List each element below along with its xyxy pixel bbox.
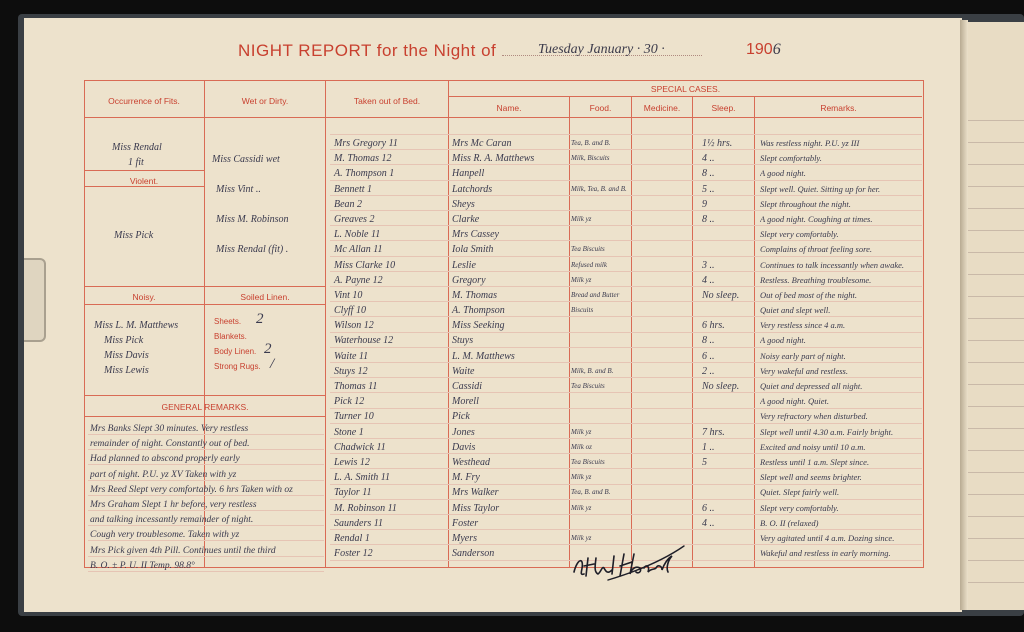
- remark-entry: Very restless since 4 a.m.: [760, 320, 846, 331]
- general-remark-line: B. O. ± P. U. II Temp. 98.8°: [90, 560, 195, 571]
- taken-out-entry: Vint 10: [334, 289, 363, 301]
- next-page-line: [968, 582, 1024, 583]
- taken-out-entry: A. Thompson 1: [334, 168, 395, 180]
- special-case-name: Cassidi: [452, 381, 483, 392]
- remark-entry: Slept well. Quiet. Sitting up for her.: [760, 183, 881, 194]
- violent-rule-top: [84, 170, 204, 171]
- sleep-entry: No sleep.: [702, 289, 740, 301]
- header-bed: Taken out of Bed.: [353, 96, 421, 106]
- food-entry: [571, 394, 631, 409]
- remarks-list: [760, 136, 922, 561]
- next-page-line: [968, 384, 1024, 385]
- next-page-line: [968, 164, 1024, 165]
- sleep-entry: 8 ..: [702, 213, 715, 225]
- special-case-name: Miss R. A. Matthews: [452, 153, 535, 165]
- section-violent: Violent.: [129, 176, 159, 186]
- next-page-line: [968, 186, 1024, 187]
- special-case-name: A. Thompson: [452, 305, 505, 317]
- general-rule-bottom: [84, 416, 326, 417]
- special-case-name: L. M. Matthews: [452, 350, 515, 362]
- remark-entry: Noisy early part of night.: [760, 350, 846, 361]
- food-entry: Milk yz: [571, 503, 592, 512]
- remark-entry: Wakeful and restless in early morning.: [760, 548, 891, 559]
- header-medicine: Medicine.: [643, 103, 681, 113]
- food-entry: Milk yz: [571, 275, 592, 284]
- general-remark-line: Mrs Banks Slept 30 minutes. Very restless: [90, 424, 249, 434]
- section-soiled: Soiled Linen.: [240, 292, 290, 302]
- next-page-line: [968, 494, 1024, 495]
- strong-rugs-label: Strong Rugs.: [214, 362, 261, 371]
- taken-out-list: [334, 136, 446, 561]
- noisy-entries: Miss L. M. Matthews Miss Pick Miss Davis Miss Lewis: [94, 320, 179, 376]
- header-remarks: Remarks.: [820, 103, 857, 113]
- remark-entry: A good night.: [760, 335, 806, 346]
- special-case-name: Leslie: [452, 259, 476, 271]
- remark-entry: A good night. Quiet.: [760, 396, 830, 407]
- next-page-line: [968, 428, 1024, 429]
- header-name: Name.: [496, 103, 522, 113]
- blankets-label: Blankets.: [214, 332, 247, 341]
- remark-entry: Restless. Breathing troublesome.: [760, 274, 872, 285]
- taken-out-entry: A. Payne 12: [334, 274, 383, 286]
- header-bottom-rule: [84, 117, 922, 118]
- taken-out-entry: Lewis 12: [334, 456, 370, 468]
- sheets-label: Sheets.: [214, 317, 242, 326]
- taken-out-entry: L. Noble 11: [334, 229, 381, 241]
- food-entry: [571, 409, 631, 424]
- remark-entry: Very refractory when disturbed.: [760, 411, 868, 422]
- taken-out-entry: Mrs Gregory 11: [334, 138, 398, 149]
- taken-out-entry: Greaves 2: [334, 213, 375, 225]
- special-case-name: Morell: [452, 396, 479, 408]
- food-entry: Milk yz: [571, 214, 592, 223]
- taken-out-entry: Wilson 12: [334, 320, 374, 332]
- special-case-name: M. Thomas: [452, 289, 498, 301]
- next-page-line: [968, 340, 1024, 341]
- remark-entry: Slept very comfortably.: [760, 502, 839, 513]
- taken-out-entry: Stuys 12: [334, 365, 368, 377]
- remark-entry: B. O. II (relaxed): [760, 517, 819, 528]
- remark-entry: Excited and noisy until 10 a.m.: [760, 441, 866, 452]
- taken-out-entry: Taylor 11: [334, 487, 372, 499]
- general-remarks: [90, 422, 330, 574]
- sleep-entry: [702, 227, 754, 242]
- sleep-entry: 9: [702, 198, 707, 210]
- wet-entries: Miss Cassidi wet Miss Vint .. Miss M. Robinson Miss Rendal (fit) .: [212, 154, 289, 255]
- taken-out-entry: Miss Clarke 10: [334, 259, 396, 271]
- remark-entry: Quiet and depressed all night.: [760, 381, 863, 391]
- body-linen-value: 2: [264, 341, 272, 357]
- remark-entry: Slept throughout the night.: [760, 198, 851, 209]
- food-entry: [571, 318, 631, 333]
- sleep-entry: 5: [702, 456, 707, 468]
- taken-out-entry: Clyff 10: [334, 305, 366, 317]
- food-entry: Bread and Butter: [571, 290, 620, 299]
- taken-out-entry: Mc Allan 11: [334, 244, 383, 256]
- food-entry: Milk, Tea, B. and B.: [571, 184, 627, 193]
- remark-entry: Restless until 1 a.m. Slept since.: [760, 456, 870, 467]
- food-entry: Milk, B. and B.: [571, 366, 614, 375]
- fits-entry: Miss Rendal 1 fit: [112, 142, 162, 168]
- food-entry: Milk yz: [571, 427, 592, 436]
- special-case-name: Miss Taylor: [452, 502, 500, 514]
- taken-out-entry: Turner 10: [334, 411, 374, 423]
- special-case-name: Miss Seeking: [452, 320, 505, 332]
- sleep-entry: [702, 303, 754, 318]
- taken-out-entry: Bennett 1: [334, 183, 373, 195]
- header-special: SPECIAL CASES.: [650, 84, 721, 94]
- report-title: NIGHT REPORT for the Night of: [238, 41, 702, 61]
- sheets-value: 2: [256, 311, 264, 327]
- header-fits: Occurrence of Fits.: [108, 96, 180, 106]
- sleep-entry: [702, 242, 754, 257]
- remark-entry: Was restless night. P.U. yz III: [760, 138, 860, 148]
- sleep-entry: [702, 531, 754, 546]
- sleep-entry: 4 ..: [702, 274, 715, 286]
- special-case-name: Latchords: [452, 183, 493, 195]
- sleep-entry: [702, 409, 754, 424]
- food-entry: Milk yz: [571, 473, 592, 482]
- food-entry: Biscuits: [571, 306, 594, 315]
- remark-entry: Slept well and seems brighter.: [760, 472, 862, 483]
- sleep-entry: 5 ..: [702, 183, 715, 195]
- remark-entry: Quiet and slept well.: [760, 305, 831, 316]
- food-entry: [571, 333, 631, 348]
- taken-out-entry: Waite 11: [334, 350, 369, 362]
- general-remark-line: remainder of night. Constantly out of bed.: [90, 439, 250, 450]
- sleep-entry: 1½ hrs.: [702, 138, 733, 149]
- taken-out-entry: Thomas 11: [334, 381, 378, 392]
- food-entry: Tea Biscuits: [571, 457, 605, 466]
- special-case-name: Westhead: [452, 456, 490, 468]
- general-rule-top: [84, 395, 326, 396]
- general-remark-line: Cough very troublesome. Taken with yz: [90, 530, 240, 541]
- remark-entry: A good night. Coughing at times.: [760, 213, 873, 224]
- special-case-name: Mrs Mc Caran: [452, 138, 512, 149]
- sleep-entry: [702, 485, 754, 500]
- noisy-rule-bottom: [84, 304, 326, 305]
- next-page-line: [968, 560, 1024, 561]
- taken-out-entry: M. Robinson 11: [334, 502, 397, 514]
- taken-out-entry: L. A. Smith 11: [334, 472, 391, 484]
- food-entry: Tea, B. and B.: [571, 139, 611, 147]
- column-divider-bed-special: [448, 80, 449, 567]
- special-case-name: Iola Smith: [452, 244, 494, 256]
- next-page-line: [968, 252, 1024, 253]
- noisy-rule-top: [84, 286, 326, 287]
- special-case-name: Stuys: [452, 335, 474, 347]
- food-entry: Tea Biscuits: [571, 382, 605, 390]
- special-case-name: Jones: [452, 426, 475, 438]
- special-case-name: Pick: [452, 411, 470, 423]
- special-case-name: Clarke: [452, 213, 480, 225]
- food-entry: Tea, B. and B.: [571, 488, 611, 497]
- taken-out-entry: Foster 12: [334, 548, 373, 560]
- special-case-name: Gregory: [452, 274, 486, 286]
- food-entry: Milk oz: [571, 442, 592, 451]
- food-list: [571, 136, 631, 561]
- sleep-entry: 6 hrs.: [702, 320, 725, 332]
- remark-entry: Very wakeful and restless.: [760, 365, 848, 376]
- next-page-line: [968, 362, 1024, 363]
- taken-out-entry: Rendal 1: [334, 532, 370, 544]
- sleep-list: [702, 136, 754, 561]
- signature: [568, 528, 688, 588]
- report-date: Tuesday January · 30 ·: [538, 42, 665, 57]
- body-linen-label: Body Linen.: [214, 347, 257, 356]
- next-page-line: [968, 120, 1024, 121]
- food-entry: Milk, Biscuits: [571, 154, 610, 163]
- special-name-list: [452, 136, 568, 561]
- sleep-entry: 4 ..: [702, 153, 715, 165]
- next-page-line: [968, 208, 1024, 209]
- remark-entry: Quiet. Slept fairly well.: [760, 487, 840, 498]
- sleep-entry: 4 ..: [702, 517, 715, 529]
- sleep-entry: [702, 546, 754, 561]
- sleep-entry: 6 ..: [702, 502, 715, 514]
- remark-entry: Slept well until 4.30 a.m. Fairly bright.: [760, 426, 894, 437]
- remark-entry: Complains of throat feeling sore.: [760, 244, 872, 255]
- paper-clip: [24, 258, 46, 342]
- food-entry: [571, 349, 631, 364]
- general-remark-line: and talking incessantly remainder of night.: [90, 515, 254, 526]
- remark-entry: Out of bed most of the night.: [760, 289, 858, 300]
- header-food: Food.: [589, 103, 612, 113]
- taken-out-entry: Pick 12: [334, 396, 365, 408]
- section-general: GENERAL REMARKS.: [161, 402, 249, 412]
- food-entry: Refused milk: [571, 260, 607, 269]
- general-remark-line: Mrs Pick given 4th Pill. Continues until the third: [90, 545, 276, 556]
- taken-out-entry: M. Thomas 12: [334, 153, 392, 165]
- special-case-name: Davis: [452, 441, 476, 453]
- violent-rule-bottom: [84, 186, 204, 187]
- next-page-line: [968, 406, 1024, 407]
- ruled-line: [330, 134, 922, 135]
- special-case-name: Sheys: [452, 198, 475, 210]
- general-remark-line: Mrs Reed Slept very comfortably. 6 hrs Taken with oz: [90, 484, 293, 495]
- sleep-entry: 7 hrs.: [702, 426, 725, 438]
- special-case-name: M. Fry: [452, 472, 480, 484]
- sleep-entry: 6 ..: [702, 350, 715, 362]
- taken-out-entry: Bean 2: [334, 198, 363, 210]
- next-page-line: [968, 516, 1024, 517]
- remark-entry: Very agitated until 4 a.m. Dozing since.: [760, 532, 895, 543]
- special-case-name: Sanderson: [452, 548, 495, 560]
- special-case-name: Foster: [452, 517, 479, 529]
- svg-text:Ethel Howard: Ethel Howard: [578, 586, 584, 587]
- taken-out-entry: Chadwick 11: [334, 441, 386, 453]
- special-case-name: Mrs Walker: [452, 487, 499, 499]
- next-page-line: [968, 142, 1024, 143]
- sleep-entry: [702, 394, 754, 409]
- sleep-entry: 1 ..: [702, 441, 715, 453]
- remark-entry: Continues to talk incessantly when awake.: [760, 259, 905, 270]
- next-page-line: [968, 450, 1024, 451]
- food-entry: [571, 197, 631, 212]
- food-entry: Tea Biscuits: [571, 245, 605, 254]
- next-page-line: [968, 274, 1024, 275]
- remark-entry: Slept very comfortably.: [760, 229, 839, 240]
- violent-entry: Miss Pick: [114, 230, 154, 241]
- general-remark-line: part of night. P.U. yz XV Taken with yz: [90, 469, 237, 480]
- taken-out-entry: Saunders 11: [334, 517, 383, 529]
- food-entry: Milk yz: [571, 533, 592, 542]
- next-page-line: [968, 472, 1024, 473]
- sleep-entry: [702, 470, 754, 485]
- special-case-name: Myers: [452, 532, 477, 544]
- special-header-rule: [448, 96, 922, 97]
- special-case-name: Mrs Cassey: [452, 229, 499, 241]
- header-wet: Wet or Dirty.: [241, 96, 289, 106]
- sleep-entry: No sleep.: [702, 381, 740, 392]
- book-spine: [960, 20, 968, 610]
- next-page-line: [968, 296, 1024, 297]
- next-page-line: [968, 538, 1024, 539]
- section-noisy: Noisy.: [132, 292, 156, 302]
- general-remark-line: Mrs Graham Slept 1 hr before, very restless: [90, 499, 257, 510]
- sleep-entry: 8 ..: [702, 168, 715, 180]
- special-case-name: Waite: [452, 365, 475, 377]
- remark-entry: A good night.: [760, 168, 806, 179]
- taken-out-entry: Waterhouse 12: [334, 335, 394, 347]
- strong-rugs-value: /: [270, 356, 275, 372]
- header-sleep: Sleep.: [711, 103, 736, 113]
- sleep-entry: 8 ..: [702, 335, 715, 347]
- next-page-line: [968, 318, 1024, 319]
- special-case-name: Hanpell: [452, 168, 485, 180]
- general-remark-line: Had planned to abscond properly early: [90, 454, 240, 465]
- sleep-entry: 2 ..: [702, 365, 715, 377]
- report-year: 1906: [746, 41, 781, 58]
- sleep-entry: 3 ..: [702, 259, 715, 271]
- taken-out-entry: Stone 1: [334, 426, 364, 438]
- remark-entry: Slept comfortably.: [760, 153, 822, 164]
- food-entry: [571, 227, 631, 242]
- next-page-line: [968, 230, 1024, 231]
- next-page-edge: [968, 22, 1024, 610]
- food-entry: [571, 166, 631, 181]
